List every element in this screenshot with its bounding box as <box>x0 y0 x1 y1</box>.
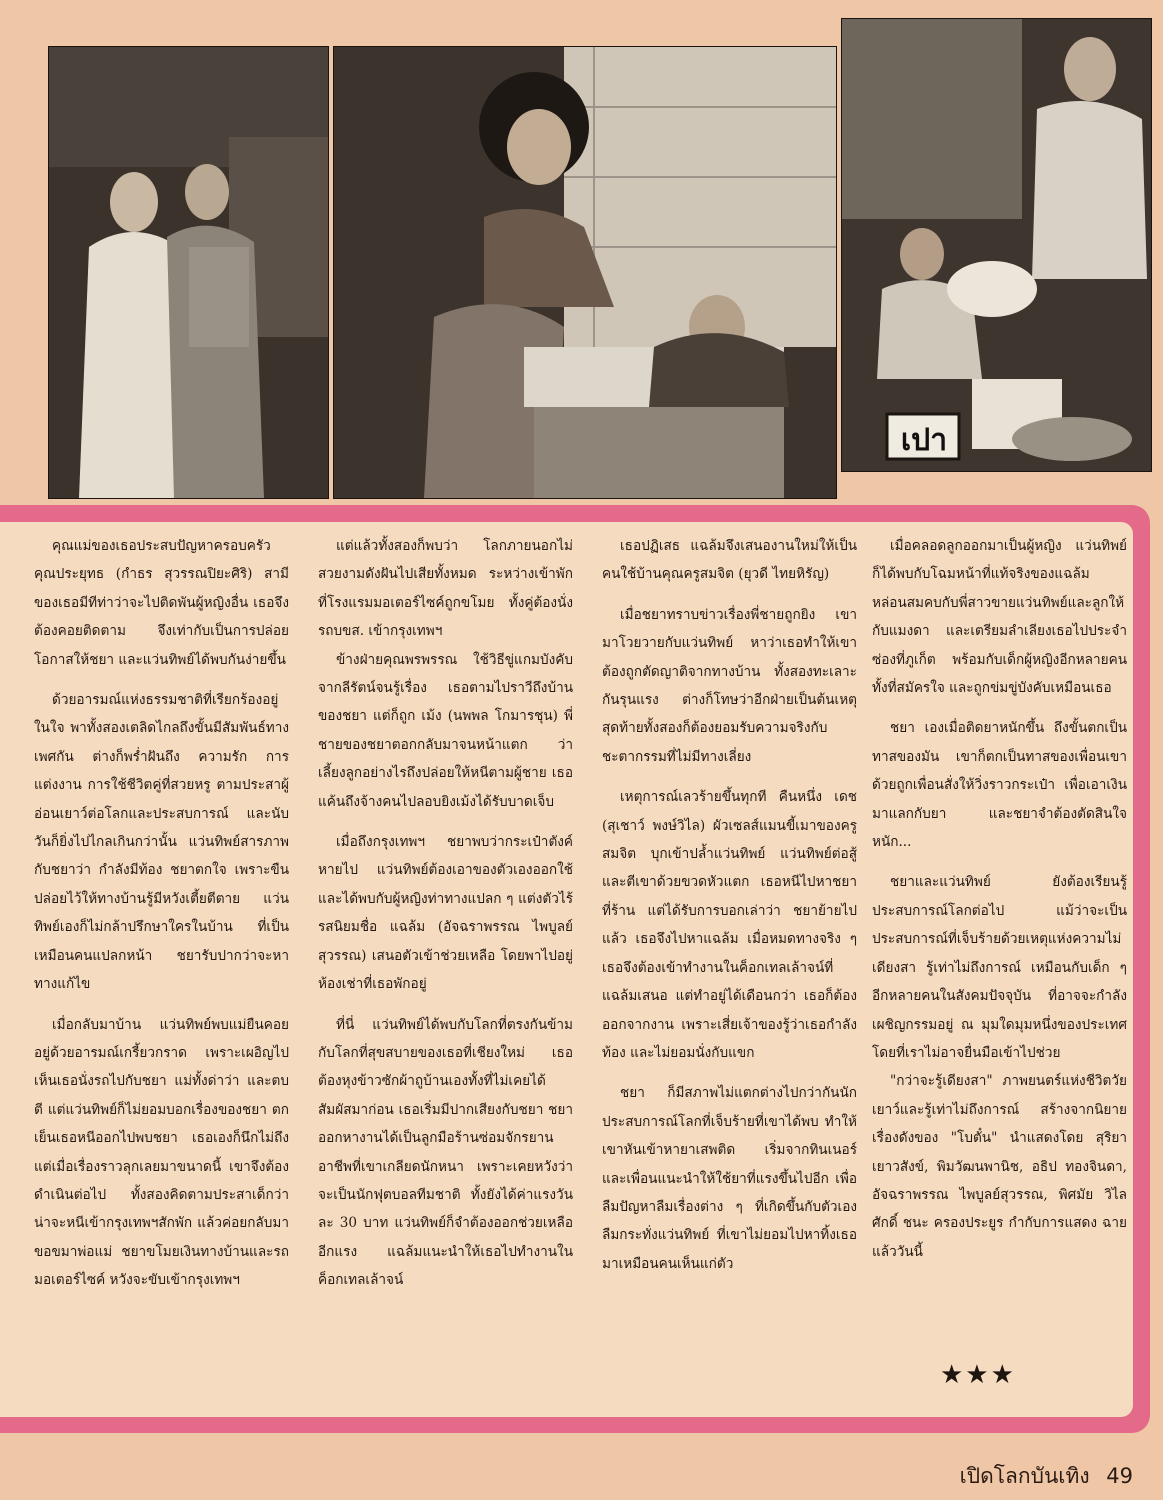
magazine-name: เปิดโลกบันเทิง <box>959 1464 1090 1488</box>
article-paragraph: เธอปฏิเสธ แฉล้มจึงเสนองานใหม่ให้เป็นคนใช้บ้านคุณครูสมจิต (ยุวดี ไทยหิรัญ) <box>602 538 857 583</box>
article-paragraph: ชยาและแว่นทิพย์ ยังต้องเรียนรู้ประสบการณ์โลกต่อไป แม้ว่าจะเป็นประสบการณ์ที่เจ็บร้ายด้วยเหตุแห่งความไม่เดียงสา รู้เท่าไม่ถึงการณ์ เหมือนกับเด็ก ๆ อีกหลายคนในสังคมปัจจุบัน ที่อาจจะกำลังเผชิญกรรมอยู่ ณ มุมใดมุมหนึ่งของประเทศ โดยที่เราไม่อาจยื่นมือเข้าไปช่วย <box>872 874 1127 1061</box>
article-paragraph: เมื่อคลอดลูกออกมาเป็นผู้หญิง แว่นทิพย์ก็ได้พบกับโฉมหน้าที่แท้จริงของแฉล้ม หล่อนสมคบกับพี่สาวขายแว่นทิพย์และลูกให้กับแมงดา และเตรียมลำเลียงเธอไปประจำซ่องที่ภูเก็ต พร้อมกับเด็กผู้หญิงอีกหลายคนทั้งที่สมัครใจ และถูกข่มขู่บังคับเหมือนเธอ <box>872 538 1127 697</box>
article-column-2 <box>318 532 573 1295</box>
article-paragraph: ข้างฝ่ายคุณพรพรรณ ใช้วิธีขู่แกมบังคับจากลีรัตน์จนรู้เรื่อง เธอตามไปราวีถึงบ้านของชยา แต่ก็ถูก เม้ง (นพพล โกมารชุน) พี่ชายของชยาตอกกลับมาจนหน้าแตก ว่าเลี้ยงลูกอย่างไรถึงปล่อยให้หนีตามผู้ชาย เธอแค้นถึงจ้างคนไปลอบยิงเม้งได้รับบาดเจ็บ <box>318 651 573 810</box>
article-column-1 <box>34 532 289 1295</box>
article-paragraph: เหตุการณ์เลวร้ายขึ้นทุกที คืนหนึ่ง เดช (สุเชาว์ พงษ์วิไล) ผัวเซลส์แมนขี้เมาของครูสมจิต บุกเข้าปล้ำแว่นทิพย์ แว่นทิพย์ต่อสู้และตีเขาด้วยขวดหัวแตก เธอหนีไปหาชยาที่ร้าน แต่ได้รับการบอกเล่าว่า ชยาย้ายไปแล้ว เธอจึงไปหาแฉล้ม เมื่อหมดทางจริง ๆ เธอจึงต้องเข้าทำงานในค็อกเทลเล้าจน์ที่แฉล้มเสนอ แต่ทำอยู่ได้เดือนกว่า เธอก็ต้องออกจากงาน เพราะเสี่ยเจ้าของรู้ว่าเธอกำลังท้อง และไม่ยอมนั่งกับแขก <box>602 789 857 1061</box>
photo-couple <box>48 46 329 499</box>
photo-couple-image <box>49 47 328 498</box>
article-paragraph: เมื่อชยาทราบข่าวเรื่องพี่ชายถูกยิง เขามาโวยวายกับแว่นทิพย์ หาว่าเธอทำให้เขาต้องถูกตัดญาติจากทางบ้าน ทั้งสองทะเลาะกันรุนแรง ต่างก็โทษว่าอีกฝ่ายเป็นต้นเหตุ สุดท้ายทั้งสองก็ต้องยอมรับความจริงกับชะตากรรมที่ไม่มีทางเลี่ยง <box>602 606 857 765</box>
photo-office <box>333 46 837 499</box>
photo-kitchen <box>841 18 1152 472</box>
article-column-3 <box>602 532 857 1278</box>
photo-office-image <box>334 47 836 498</box>
kitchen-sign-text: เปา <box>900 423 948 458</box>
page-number: 49 <box>1106 1464 1133 1488</box>
article-paragraph: ที่นี่ แว่นทิพย์ได้พบกับโลกที่ตรงกันข้ามกับโลกที่สุขสบายของเธอที่เชียงใหม่ เธอต้องหุงข้าวซักผ้าถูบ้านเองทั้งที่ไม่เคยได้สัมผัสมาก่อน เธอเริ่มมีปากเสียงกับชยา ชยาออกหางานได้เป็นลูกมือร้านซ่อมจักรยาน อาชีพที่เขาเกลียดนักหนา เพราะเคยหวังว่าจะเป็นนักฟุตบอลทีมชาติ ทั้งยังได้ค่าแรงวันละ 30 บาท แว่นทิพย์ก็จำต้องออกช่วยเหลืออีกแรง แฉล้มแนะนำให้เธอไปทำงานในค็อกเทลเล้าจน์ <box>318 1016 573 1289</box>
article-paragraph: แต่แล้วทั้งสองก็พบว่า โลกภายนอกไม่สวยงามดังฝันไปเสียทั้งหมด ระหว่างเข้าพักที่โรงแรมมอเตอร์ไซค์ถูกขโมย ทั้งคู่ต้องนั่งรถบขส. เข้ากรุงเทพฯ <box>318 538 573 640</box>
article-paragraph: เมื่อถึงกรุงเทพฯ ชยาพบว่ากระเป๋าตังค์หายไป แว่นทิพย์ต้องเอาของตัวเองออกใช้ และได้พบกับผู้หญิงท่าทางแปลก ๆ แต่งตัวไร้รสนิยมชื่อ แฉล้ม (อัจฉราพรรณ ไพบูลย์สุวรรณ) เสนอตัวเข้าช่วยเหลือ โดยพาไปอยู่ห้องเช่าที่เธอพักอยู่ <box>318 834 573 993</box>
article-column-4 <box>872 532 1127 1266</box>
photo-kitchen-image <box>842 19 1151 471</box>
article-paragraph: ชยา เองเมื่อติดยาหนักขึ้น ถึงขั้นตกเป็นทาสของมัน เขาก็ตกเป็นทาสของเพื่อนเขาด้วยถูกเพื่อนสั่งให้วิ่งราวกระเป๋า เพื่อเอาเงินมาแลกกับยา และชยาจำต้องตัดสินใจหนัก... <box>872 720 1127 851</box>
article-paragraph: เมื่อกลับมาบ้าน แว่นทิพย์พบแม่ยืนคอยอยู่ด้วยอารมณ์เกรี้ยวกราด เพราะเผอิญไปเห็นเธอนั่งรถไปกับชยา แม่ทั้งด่าว่า และตบตี แต่แว่นทิพย์ก็ไม่ยอมบอกเรื่องของชยา ตกเย็นเธอหนีออกไปพบชยา เธอเองก็นึกไม่ถึง แต่เมื่อเรื่องราวลุกเลยมาขนาดนี้ เขาจึงต้องดำเนินต่อไป ทั้งสองคิดตามประสาเด็กว่า น่าจะหนีเข้ากรุงเทพฯสักพัก แล้วค่อยกลับมาขอขมาพ่อแม่ ชยาขโมยเงินทางบ้านและรถมอเตอร์ไซค์ หวังจะขับเข้ากรุงเทพฯ <box>34 1016 289 1289</box>
end-mark-stars: ★★★ <box>940 1360 1016 1390</box>
article-paragraph: คุณแม่ของเธอประสบปัญหาครอบครัว คุณประยุทธ (กำธร สุวรรณปิยะศิริ) สามีของเธอมีทีท่าว่าจะไปติดพันผู้หญิงอื่น เธอจึงต้องคอยติดตาม จึงเท่ากับเป็นการปล่อยโอกาสให้ชยา และแว่นทิพย์ได้พบกันง่ายขึ้น <box>34 538 289 668</box>
page-footer <box>960 1460 1133 1493</box>
article-body <box>0 522 1133 1417</box>
article-paragraph: "กว่าจะรู้เดียงสา" ภาพยนตร์แห่งชีวิตวัยเยาว์และรู้เท่าไม่ถึงการณ์ สร้างจากนิยายเรื่องดังของ "โบตั๋น" นำแสดงโดย สุริยา เยาวสังข์, พิมวัฒนพานิช, อธิป ทองจินดา, อัจฉราพรรณ ไพบูลย์สุวรรณ, พิศมัย วิไลศักดิ์ ชนะ ครองประยูร กำกับการแสดง ฉายแล้ววันนี้ <box>872 1073 1127 1260</box>
article-paragraph: ด้วยอารมณ์แห่งธรรมชาติที่เรียกร้องอยู่ในใจ พาทั้งสองเตลิดไกลถึงขั้นมีสัมพันธ์ทางเพศกัน ต่างก็พร่ำฝันถึง ความรัก การแต่งงาน การใช้ชีวิตคู่ที่สวยหรู ตามประสาผู้อ่อนเยาว์ต่อโลกและประสบการณ์ และนับวันก็ยิ่งไปไกลเกินกว่านั้น แว่นทิพย์สารภาพกับชยาว่า กำลังมีท้อง ชยาตกใจ เพราะขืนปล่อยไว้ให้ทางบ้านรู้มีหวังเตี้ยตีตาย แว่นทิพย์เองก็ไม่กล้าปรึกษาใครในบ้าน ที่เป็นเหมือนคนแปลกหน้า ชยารับปากว่าจะหาทางแก้ไข <box>34 692 289 993</box>
article-paragraph: ชยา ก็มีสภาพไม่แตกต่างไปกว่ากันนัก ประสบการณ์โลกที่เจ็บร้ายที่เขาได้พบ ทำให้เขาหันเข้าหายาเสพติด เริ่มจากทินเนอร์ และเพื่อนแนะนำให้ใช้ยาที่แรงขึ้นไปอีก เพื่อลืมปัญหาลืมเรื่องต่าง ๆ ที่เกิดขึ้นกับตัวเอง ลืมกระทั่งแว่นทิพย์ ที่เขาไม่ยอมไปหาทิ้งเธอมาเหมือนคนเห็นแก่ตัว <box>602 1085 857 1272</box>
